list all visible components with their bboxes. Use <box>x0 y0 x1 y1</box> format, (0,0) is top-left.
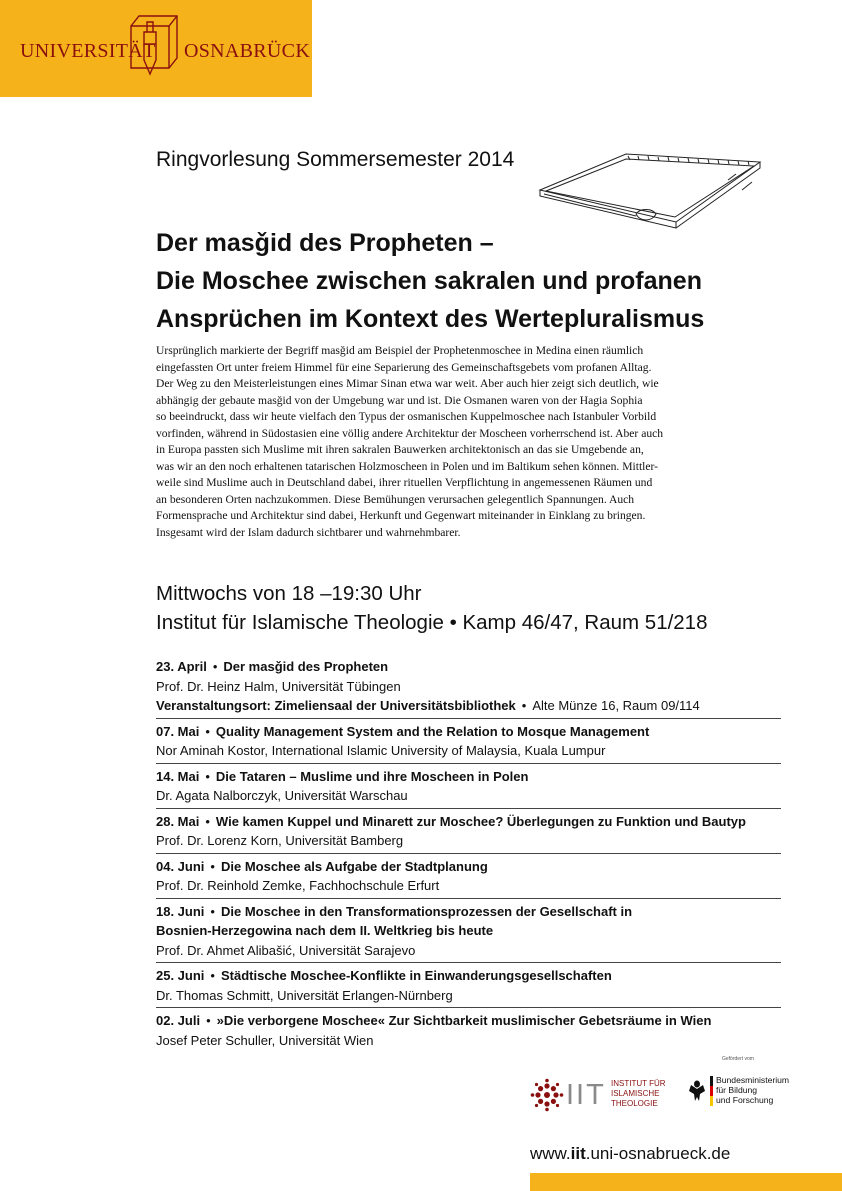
event-divider <box>156 808 781 809</box>
event-title: Der masǧid des Propheten <box>223 659 389 674</box>
event-title: Die Tataren – Muslime und ihre Moscheen in Polen <box>215 768 529 784</box>
event-title: Die Moschee in den Transformationsprozessen der Gesellschaft in <box>220 903 633 919</box>
event-venue <box>156 696 816 716</box>
event-title-line <box>156 966 816 986</box>
flag-bars-icon <box>710 1076 713 1106</box>
website-bold: iit <box>570 1144 586 1163</box>
bullet-separator: • <box>210 858 215 874</box>
event-title-line <box>156 722 816 742</box>
schedule-time: Mittwochs von 18 –19:30 Uhr <box>156 582 422 605</box>
iit-subtitle-line: ISLAMISCHE <box>611 1089 660 1098</box>
event-title: Die Moschee als Aufgabe der Stadtplanung <box>220 858 488 874</box>
event-title: Quality Management System and the Relation to Mosque Management <box>215 723 650 739</box>
footer-color-bar <box>530 1173 842 1191</box>
event-speaker: Nor Aminah Kostor, International Islamic University of Malaysia, Kuala Lumpur <box>156 743 606 758</box>
abstract-line: vorfinden, während in Südostasien eine völlig andere Architektur der Moscheen vorherrschend ist. Aber auch <box>156 426 664 440</box>
event-divider <box>156 763 781 764</box>
event-item <box>156 722 816 761</box>
bullet-separator: • <box>212 659 218 674</box>
website-prefix: www. <box>530 1144 571 1163</box>
event-title-line <box>156 1011 816 1031</box>
event-title-line <box>156 657 816 677</box>
event-date: 23. April <box>156 659 207 674</box>
event-speaker: Dr. Thomas Schmitt, Universität Erlangen-Nürnberg <box>156 987 453 1003</box>
bullet-separator: • <box>210 903 215 919</box>
title-line: Die Moschee zwischen sakralen und profanen <box>156 267 702 295</box>
event-title-line <box>156 902 816 922</box>
abstract-line: Insgesamt wird der Islam dadurch sichtbarer und wahrnehmbarer. <box>156 525 461 539</box>
bmbf-name <box>716 1075 789 1105</box>
event-date: 07. Mai <box>156 723 200 739</box>
event-title: Städtische Moschee-Konflikte in Einwanderungsgesellschaften <box>220 968 612 983</box>
bullet-separator: • <box>210 968 215 983</box>
bmbf-line: für Bildung <box>716 1085 758 1095</box>
iit-subtitle-line: THEOLOGIE <box>611 1099 658 1108</box>
event-item <box>156 812 816 851</box>
iit-letters: IIT <box>566 1079 606 1111</box>
series-heading: Ringvorlesung Sommersemester 2014 <box>156 148 515 171</box>
abstract-line: weile sind Muslime auch in Deutschland dabei, ihrer rituellen Verpflichtung in angemessenen Räumen und <box>156 476 653 489</box>
abstract-line: was wir an den noch erhaltenen tatarischen Holzmoscheen in Polen und im Baltikum sehen können. Mittler- <box>156 459 659 473</box>
website-link[interactable] <box>530 1144 730 1164</box>
event-speaker: Prof. Dr. Lorenz Korn, Universität Bamberg <box>156 833 404 848</box>
bullet-separator: • <box>205 723 210 739</box>
event-date: 28. Mai <box>156 813 200 829</box>
event-item <box>156 657 816 716</box>
event-title-continued: Bosnien-Herzegowina nach dem II. Weltkrieg bis heute <box>156 923 494 938</box>
event-title-line <box>156 857 816 877</box>
university-logo-block <box>0 0 312 97</box>
time-location <box>156 579 708 637</box>
event-item <box>156 902 816 961</box>
event-title: Wie kamen Kuppel und Minarett zur Moschee? Überlegungen zu Funktion und Bautyp <box>215 813 746 829</box>
event-item <box>156 966 816 1005</box>
event-title-line <box>156 767 816 787</box>
title-line: Der masǧid des Propheten – <box>156 229 494 257</box>
university-emblem-icon <box>127 10 185 84</box>
lecture-title <box>156 224 796 338</box>
abstract-line: Formensprache und Architektur sind dabei, Herkunft und Gegenwart miteinander in Einklang zu bringen. <box>156 509 646 522</box>
website-suffix: .uni-osnabrueck.de <box>585 1144 731 1163</box>
event-divider <box>156 853 781 854</box>
venue-label: Veranstaltungsort: Zimeliensaal der Universitätsbibliothek <box>156 698 516 713</box>
event-item <box>156 857 816 896</box>
event-date: 25. Juni <box>156 968 205 983</box>
abstract-paragraph <box>156 343 756 541</box>
event-item <box>156 767 816 806</box>
event-item <box>156 1011 816 1050</box>
bullet-separator: • <box>521 698 527 713</box>
university-name-left: UNIVERSITÄT <box>20 40 156 62</box>
title-line: Ansprüchen im Kontext des Wertepluralismus <box>156 305 705 333</box>
venue-detail: Alte Münze 16, Raum 09/114 <box>532 698 700 713</box>
iit-subtitle <box>611 1079 666 1109</box>
abstract-line: in Europa passten sich Muslime mit ihren sakralen Bauwerken architektonisch an das sie Umgebende an, <box>156 443 644 456</box>
event-divider <box>156 718 781 719</box>
abstract-line: abhängig der gebaute masǧid von der Umgebung war und ist. Die Osmanen waren von der Hagia Sophia <box>156 393 643 407</box>
bmbf-logo <box>687 1075 807 1115</box>
event-list <box>156 657 816 1050</box>
abstract-line: eingefassten Ort unter freiem Himmel für eine Separierung des Gemeinschaftsgebets vom profanen Alltag. <box>156 360 652 374</box>
abstract-line: an besonderen Orten nachzukommen. Diese Bemühungen verursachen gelegentlich Spannungen. Auch <box>156 492 635 506</box>
event-date: 18. Juni <box>156 903 205 919</box>
bmbf-line: und Forschung <box>716 1095 774 1105</box>
event-speaker: Prof. Dr. Reinhold Zemke, Fachhochschule Erfurt <box>156 878 440 893</box>
bullet-separator: • <box>205 813 210 829</box>
event-speaker: Josef Peter Schuller, Universität Wien <box>156 1032 374 1048</box>
bullet-separator: • <box>205 768 210 784</box>
event-speaker: Prof. Dr. Heinz Halm, Universität Tübingen <box>156 678 401 694</box>
venue-location: Institut für Islamische Theologie • Kamp 46/47, Raum 51/218 <box>156 611 708 634</box>
university-name-right: OSNABRÜCK <box>184 40 311 62</box>
event-date: 04. Juni <box>156 858 205 874</box>
abstract-line: Ursprünglich markierte der Begriff masǧid am Beispiel der Prophetenmoschee in Medina einen räumlich <box>156 344 644 357</box>
event-divider <box>156 962 781 963</box>
abstract-line: Der Weg zu den Meisterleistungen eines Mimar Sinan etwa war weit. Aber auch hier zeigt sich deutlich, wie <box>156 377 659 390</box>
iit-subtitle-line: INSTITUT FÜR <box>611 1079 666 1088</box>
event-divider <box>156 898 781 899</box>
event-title-line <box>156 812 816 832</box>
federal-eagle-icon <box>687 1077 707 1103</box>
event-speaker: Prof. Dr. Ahmet Alibašić, Universität Sarajevo <box>156 942 416 958</box>
bmbf-line: Bundesministerium <box>716 1075 790 1085</box>
event-title: »Die verborgene Moschee« Zur Sichtbarkeit muslimischer Gebetsräume in Wien <box>216 1013 712 1028</box>
sponsor-note: Gefördert vom <box>722 1056 754 1062</box>
bullet-separator: • <box>206 1013 211 1028</box>
event-speaker: Dr. Agata Nalborczyk, Universität Warschau <box>156 788 408 803</box>
event-divider <box>156 1007 781 1008</box>
event-date: 14. Mai <box>156 768 200 784</box>
event-date: 02. Juli <box>156 1013 201 1028</box>
iit-logo <box>530 1078 666 1114</box>
abstract-line: so beeindruckt, dass wir heute vielfach den Typus der osmanischen Kuppelmoschee nach Istanbuler Vorbild <box>156 410 657 423</box>
iit-emblem-icon <box>530 1078 564 1112</box>
